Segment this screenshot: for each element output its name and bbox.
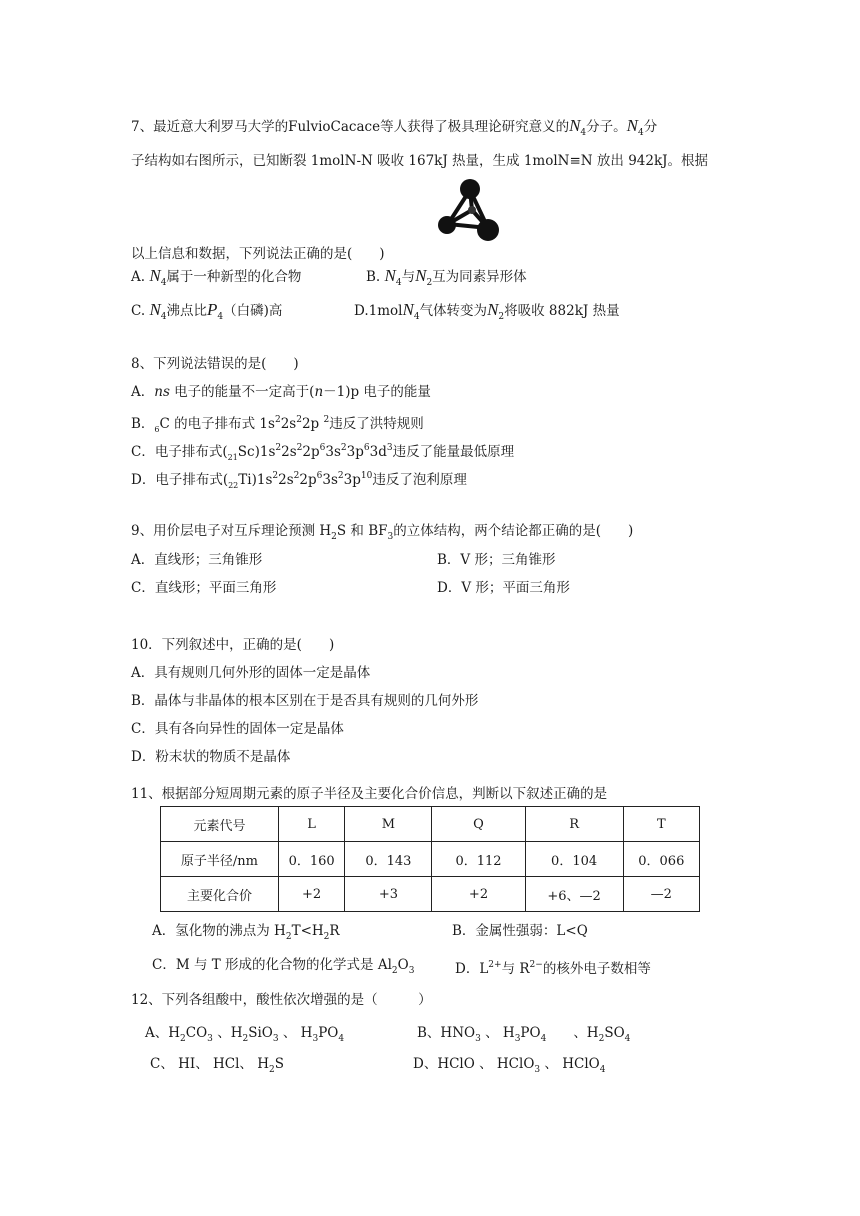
q8-title: 8、下列说法错误的是( ) [131, 356, 299, 372]
q7-option-c: C. $N_4$沸点比$P_4$（白磷)高 [131, 300, 283, 322]
q8-option-d: D．电子排布式$(_{22}Ti)1s^22s^22p^63s^23p^{10}$违反了泡利原理 [131, 471, 467, 490]
q9-option-c: C．直线形；平面三角形 [131, 580, 277, 596]
q12-option-b: B、$HNO_3$ 、 $H_3PO_4$ 、$H_2SO_4$ [417, 1025, 631, 1044]
table-cell: 0．143 [345, 842, 432, 877]
q12-title: 12、下列各组酸中，酸性依次增强的是（ ） [131, 992, 432, 1008]
table-cell: Q [432, 807, 525, 842]
table-cell: +6、—2 [525, 877, 623, 912]
table-row [161, 842, 700, 877]
q7-option-d: D.1molN$_4$气体转变为$N_2$将吸收 882kJ 热量 [354, 300, 620, 322]
q10-option-b: B．晶体与非晶体的根本区别在于是否具有规则的几何外形 [131, 693, 479, 709]
q9-title: 9、用价层电子对互斥理论预测 $H_2S$ 和 $BF_3$的立体结构，两个结论都正确的是( ) [131, 523, 634, 542]
n4-molecule-figure [434, 176, 506, 246]
q11-option-c: C．M 与 T 形成的化合物的化学式是 $Al_2O_3$ [152, 957, 415, 976]
table-cell: L [278, 807, 344, 842]
q12-option-c: C、 HI、 HCl、 $H_2S$ [150, 1056, 284, 1075]
table-cell: 元素代号 [161, 807, 279, 842]
q7-line1: 7、最近意大利罗马大学的FulvioCacace等人获得了极具理论研究意义的$N_4$分子。$N_4$分 [131, 116, 658, 138]
q10-option-d: D．粉末状的物质不是晶体 [131, 749, 291, 765]
table-cell: 0．066 [623, 842, 699, 877]
q11-option-d: D．$L^{2+}$与 $R^{2-}$的核外电子数相等 [455, 960, 651, 977]
q9-option-b: B．V 形；三角锥形 [437, 552, 556, 568]
table-cell: 原子半径/nm [161, 842, 279, 877]
table-cell: R [525, 807, 623, 842]
table-cell: 0．160 [278, 842, 344, 877]
table-cell: 主要化合价 [161, 877, 279, 912]
q8-option-b: B．$_6$C 的电子排布式 $1s^22s^22p$ $^2$违反了洪特规则 [131, 415, 424, 434]
q7-option-a: A. $N_4$属于一种新型的化合物 [131, 266, 302, 288]
q10-option-a: A．具有规则几何外形的固体一定是晶体 [131, 665, 371, 681]
table-cell: M [345, 807, 432, 842]
table-cell: T [623, 807, 699, 842]
table-cell: +3 [345, 877, 432, 912]
q10-option-c: C．具有各向异性的固体一定是晶体 [131, 721, 344, 737]
q9-option-d: D．V 形；平面三角形 [437, 580, 570, 596]
q8-option-c: C．电子排布式$(_{21}Sc)1s^22s^22p^63s^23p^63d^3$违反了能量最低原理 [131, 443, 515, 462]
q12-option-d: D、HClO 、 HClO$_3$ 、 HClO$_4$ [413, 1056, 606, 1075]
table-row [161, 877, 700, 912]
q9-option-a: A．直线形；三角锥形 [131, 552, 263, 568]
q11-option-b: B．金属性强弱：L<Q [452, 923, 588, 939]
q10-title: 10．下列叙述中，正确的是( ) [131, 637, 335, 653]
q7-option-b: B. $N_4$与$N_2$互为同素异形体 [366, 266, 527, 288]
q11-title: 11、根据部分短周期元素的原子半径及主要化合价信息，判断以下叙述正确的是 [131, 786, 608, 802]
table-cell: +2 [432, 877, 525, 912]
table-row [161, 807, 700, 842]
q7-stem-end: 以上信息和数据，下列说法正确的是( ) [131, 246, 385, 262]
table-cell: —2 [623, 877, 699, 912]
table-cell: +2 [278, 877, 344, 912]
q7-line2: 子结构如右图所示，已知断裂 1molN-N 吸收 167kJ 热量，生成 1molN≡N 放出 942kJ。根据 [131, 153, 709, 169]
table-cell: 0．112 [432, 842, 525, 877]
q8-option-a: A．ns 电子的能量不一定高于(n－1)p 电子的能量 [131, 384, 431, 400]
q12-option-a: A、$H_2CO_3$ 、$H_2SiO_3$ 、 $H_3PO_4$ [145, 1025, 345, 1044]
element-table [160, 806, 700, 912]
q11-option-a: A．氢化物的沸点为 $H_2T<H_2R$ [152, 923, 340, 942]
table-cell: 0．104 [525, 842, 623, 877]
